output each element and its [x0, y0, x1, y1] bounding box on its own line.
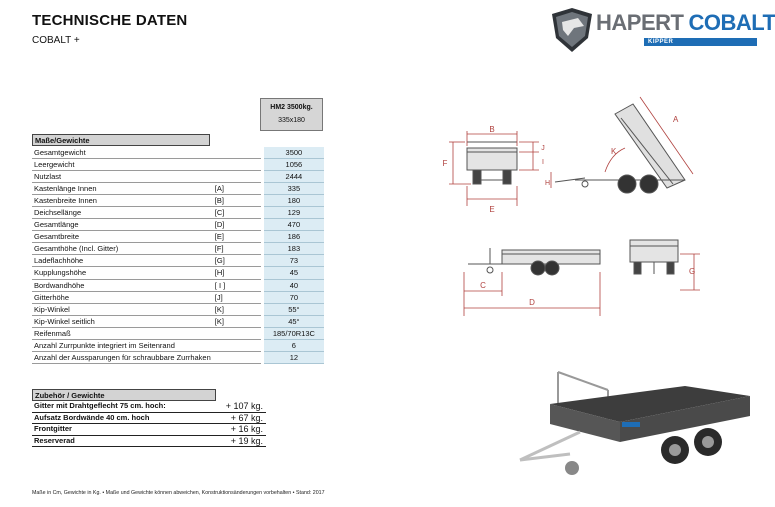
dim-label-b: B: [489, 125, 495, 134]
spec-value: 6: [264, 339, 324, 351]
front-view-diagram: [620, 232, 705, 297]
spec-row: [32, 303, 324, 315]
spec-code: [213, 159, 261, 171]
model-name: HM2 3500kg.: [270, 104, 313, 111]
spec-row: [32, 255, 324, 267]
spec-label: Leergewicht: [32, 159, 213, 171]
spec-label: Kastenlänge Innen: [32, 183, 213, 195]
brand-tag: KIPPER: [644, 38, 757, 46]
accessory-label: Frontgitter: [32, 424, 210, 436]
spec-label: Gesamtgewicht: [32, 147, 213, 159]
shield-logo-icon: [548, 6, 596, 54]
spec-code: [K]: [213, 303, 261, 315]
spec-label: Deichsellänge: [32, 207, 213, 219]
spec-row: [32, 183, 324, 195]
spec-value: 1056: [264, 159, 324, 171]
dim-label-c: C: [480, 281, 486, 290]
spec-row: [32, 315, 324, 327]
spec-value: 45°: [264, 315, 324, 327]
rear-view-diagram: [435, 122, 555, 217]
brand-logo: [548, 6, 775, 56]
spec-row: [32, 195, 324, 207]
model-header: [260, 98, 323, 131]
spec-value: 185/70R13C: [264, 327, 324, 339]
spec-value: 335: [264, 183, 324, 195]
spec-value: 2444: [264, 171, 324, 183]
dim-label-g: G: [689, 267, 696, 276]
spec-code: [G]: [213, 255, 261, 267]
specs-heading: Maße/Gewichte: [32, 134, 210, 146]
accessory-row: [32, 424, 266, 436]
spec-code: [B]: [213, 195, 261, 207]
spec-code: [213, 339, 261, 351]
footer-note: Maße in Cm, Gewichte in Kg. • Maße und Gewichte können abweichen, Konstruktionsänderungen vorbehalten • Stand: 2017: [32, 490, 325, 496]
spec-row: [32, 327, 324, 339]
spec-row: [32, 219, 324, 231]
spec-value: 73: [264, 255, 324, 267]
dim-label-i: I: [542, 159, 544, 166]
accessory-weight: + 107 kg.: [210, 401, 266, 412]
accessory-weight: + 16 kg.: [210, 424, 266, 436]
brand-name-cobalt: COBALT: [688, 10, 775, 35]
spec-row: [32, 291, 324, 303]
spec-value: 45: [264, 267, 324, 279]
spec-value: 129: [264, 207, 324, 219]
spec-row: [32, 159, 324, 171]
spec-label: Gesamtlänge: [32, 219, 213, 231]
tipping-view-diagram: [545, 92, 720, 217]
spec-label: Ladeflachhöhe: [32, 255, 213, 267]
accessory-weight: + 67 kg.: [210, 412, 266, 424]
spec-code: [213, 327, 261, 339]
spec-value: 70: [264, 291, 324, 303]
spec-label: Anzahl der Aussparungen für schraubbare Zurrhaken: [34, 352, 211, 362]
spec-label: Kupplungshöhe: [32, 267, 213, 279]
dim-label-a: A: [673, 115, 679, 124]
specs-table: [32, 147, 324, 364]
spec-label: Bordwandhöhe: [32, 279, 213, 291]
spec-row: [32, 243, 324, 255]
spec-value: 180: [264, 195, 324, 207]
spec-label: Kip-Winkel: [32, 303, 213, 315]
spec-code: [E]: [213, 231, 261, 243]
spec-label: Kastenbreite Innen: [32, 195, 213, 207]
spec-label: Gesamthöhe (Incl. Gitter): [32, 243, 213, 255]
spec-value: 55°: [264, 303, 324, 315]
spec-value: 12: [264, 351, 324, 363]
dim-label-h: H: [545, 180, 551, 187]
accessory-label: Reserverad: [32, 435, 210, 447]
spec-code: [C]: [213, 207, 261, 219]
dim-label-d: D: [529, 298, 535, 307]
spec-code: [H]: [213, 267, 261, 279]
trailer-product-image: [510, 362, 760, 502]
spec-row: [32, 147, 324, 159]
spec-code: [F]: [213, 243, 261, 255]
spec-label: Gesamtbreite: [32, 231, 213, 243]
spec-code: [K]: [213, 315, 261, 327]
spec-code: [ I ]: [213, 279, 261, 291]
accessory-weight: + 19 kg.: [210, 435, 266, 447]
accessory-row: [32, 435, 266, 447]
spec-code: [D]: [213, 219, 261, 231]
dim-label-k: K: [611, 147, 617, 156]
spec-code: [213, 171, 261, 183]
spec-row: [32, 279, 324, 291]
accessories-table: [32, 401, 266, 447]
spec-code: [213, 351, 261, 363]
brand-name: [596, 10, 775, 36]
accessory-row: [32, 412, 266, 424]
spec-code: [J]: [213, 291, 261, 303]
page-title: TECHNISCHE DATEN: [32, 12, 188, 29]
spec-row: [32, 207, 324, 219]
accessory-row: [32, 401, 266, 412]
spec-row: [32, 231, 324, 243]
spec-label: Kip-Winkel seitlich: [32, 315, 213, 327]
spec-row: [32, 339, 324, 351]
spec-row: [32, 171, 324, 183]
spec-label: Gitterhöhe: [32, 291, 213, 303]
accessory-label: Aufsatz Bordwände 40 cm. hoch: [32, 412, 210, 424]
spec-value: 186: [264, 231, 324, 243]
spec-row: [32, 267, 324, 279]
accessory-label: Gitter mit Drahtgeflecht 75 cm. hoch:: [32, 401, 210, 412]
dim-label-j: J: [541, 145, 545, 152]
spec-value: 3500: [264, 147, 324, 159]
brand-name-hapert: HAPERT: [596, 10, 684, 35]
spec-code: [A]: [213, 183, 261, 195]
spec-code: [213, 147, 261, 159]
side-view-diagram: [460, 242, 610, 322]
spec-label: Reifenmaß: [32, 327, 213, 339]
spec-value: 183: [264, 243, 324, 255]
spec-label: Nutzlast: [32, 171, 213, 183]
spec-row: [32, 351, 324, 363]
dim-label-f: F: [442, 159, 448, 168]
model-size: 335x180: [278, 117, 305, 124]
accessories-heading: Zubehör / Gewichte: [32, 389, 216, 401]
spec-label: Anzahl Zurrpunkte integriert im Seitenrand: [32, 339, 213, 351]
spec-value: 40: [264, 279, 324, 291]
page-subtitle: COBALT +: [32, 35, 80, 46]
spec-value: 470: [264, 219, 324, 231]
dim-label-e: E: [489, 205, 495, 214]
